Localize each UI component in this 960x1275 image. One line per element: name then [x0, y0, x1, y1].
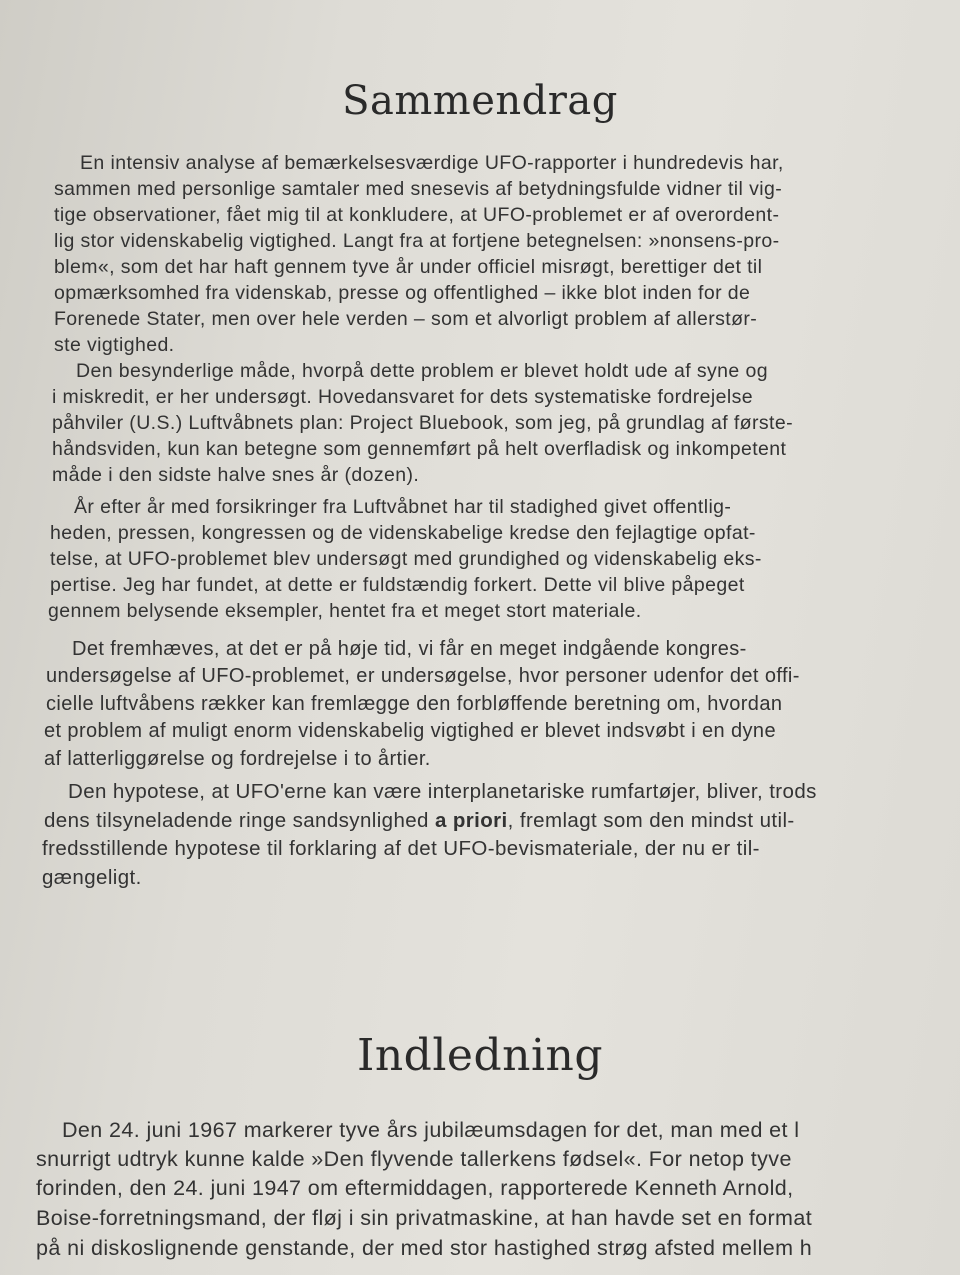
text-line: påhviler (U.S.) Luftvåbnets plan: Project Bluebook, som jeg, på grundlag af første- [52, 412, 793, 434]
text-line: lig stor videnskabelig vigtighed. Langt fra at fortjene betegnelsen: »nonsens-pro- [54, 230, 780, 252]
text-line: En intensiv analyse af bemærkelsesværdige UFO-rapporter i hundredevis har, [80, 152, 784, 174]
text-run: dens tilsyneladende ringe sandsynlighed [44, 809, 435, 832]
text-line: opmærksomhed fra videnskab, presse og offentlighed – ikke blot inden for de [54, 282, 751, 304]
text-line: År efter år med forsikringer fra Luftvåbnet har til stadighed givet offentlig- [74, 496, 732, 518]
text-line: på ni diskoslignende genstande, der med stor hastighed strøg afsted mellem h [36, 1236, 813, 1260]
text-line: cielle luftvåbens rækker kan fremlægge den forbløffende beretning om, hvordan [46, 693, 783, 715]
text-line: gængeligt. [42, 866, 142, 889]
text-line: sammen med personlige samtaler med snesevis af betydningsfulde vidner til vig- [54, 178, 783, 200]
text-line: i miskredit, er her undersøgt. Hovedansvaret for dets systematiske fordrejelse [52, 386, 753, 408]
text-line: af latterliggørelse og fordrejelse i to årtier. [44, 748, 431, 770]
text-line: blem«, som det har haft gennem tyve år under officiel misrøgt, berettiger det til [54, 256, 763, 278]
text-line: Forenede Stater, men over hele verden – som et alvorligt problem af allerstør- [54, 308, 758, 330]
text-line: Det fremhæves, at det er på høje tid, vi får en meget indgående kongres- [72, 638, 747, 660]
text-line: heden, pressen, kongressen og de videnskabelige kredse den fejlagtige opfat- [50, 522, 756, 544]
emphasis-a-priori: a priori [434, 809, 508, 832]
text-line: måde i den sidste halve snes år (dozen). [52, 464, 420, 486]
text-line: Den besynderlige måde, hvorpå dette problem er blevet holdt ude af syne og [76, 360, 768, 382]
text-line: snurrigt udtryk kunne kalde »Den flyvende tallerkens fødsel«. For netop tyve [36, 1147, 792, 1171]
text-line: ste vigtighed. [54, 334, 175, 356]
text-line: gennem belysende eksempler, hentet fra et meget stort materiale. [48, 600, 642, 622]
text-run: , fremlagt som den mindst util- [507, 809, 795, 832]
text-line: pertise. Jeg har fundet, at dette er fuldstændig forkert. Dette vil blive påpeget [50, 574, 745, 596]
text-line: undersøgelse af UFO-problemet, er undersøgelse, hvor personer udenfor det offi- [46, 665, 800, 687]
text-line: forinden, den 24. juni 1947 om eftermiddagen, rapporterede Kenneth Arnold, [36, 1176, 794, 1200]
text-line: et problem af muligt enorm videnskabelig vigtighed er blevet indsvøbt i en dyne [44, 720, 776, 742]
text-line: håndsviden, kun kan betegne som gennemført på helt overfladisk og inkompetent [52, 438, 787, 460]
text-line: Den hypotese, at UFO'erne kan være interplanetariske rumfartøjer, bliver, trods [68, 780, 817, 803]
text-line: telse, at UFO-problemet blev undersøgt med grundighed og videnskabelig eks- [50, 548, 762, 570]
heading-indledning: Indledning [356, 1030, 604, 1081]
text-line [44, 809, 795, 833]
heading-sammendrag: Sammendrag [342, 78, 618, 124]
text-line: tige observationer, fået mig til at konkludere, at UFO-problemet er af overordent- [54, 204, 780, 226]
text-line: fredsstillende hypotese til forklaring af det UFO-bevismateriale, der nu er til- [42, 837, 760, 860]
text-line: Boise-forretningsmand, der fløj i sin privatmaskine, at han havde set en format [36, 1206, 813, 1230]
text-line: Den 24. juni 1967 markerer tyve års jubilæumsdagen for det, man med et l [62, 1118, 800, 1142]
